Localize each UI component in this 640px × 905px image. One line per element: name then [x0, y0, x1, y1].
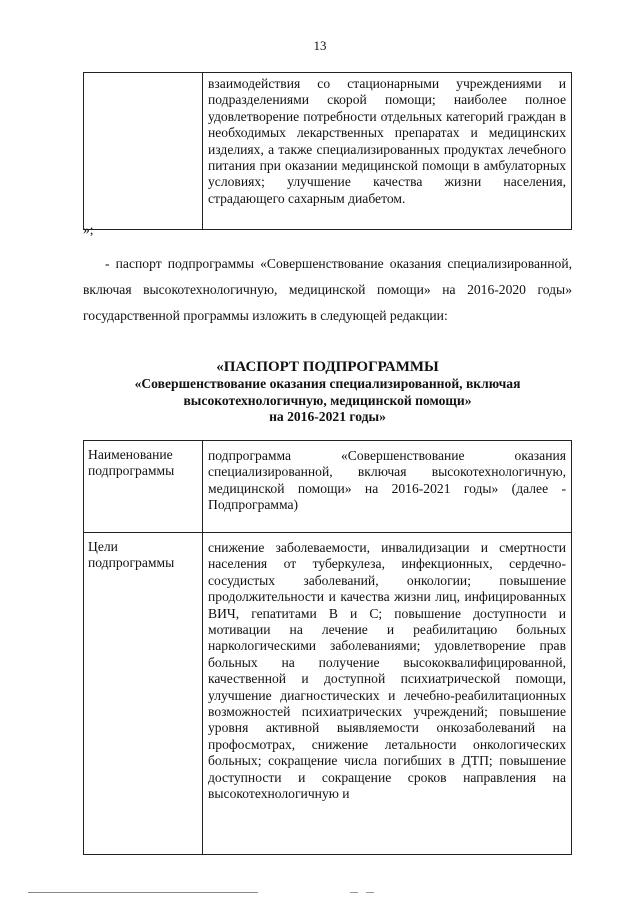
page-number: 13: [313, 38, 327, 53]
footer-mark: [350, 892, 358, 893]
heading-line-1: «ПАСПОРТ ПОДПРОГРАММЫ: [216, 359, 439, 375]
table-row: [84, 441, 572, 533]
closing-quote: »;: [83, 222, 94, 237]
row-label: Цели подпрограммы: [84, 533, 203, 855]
heading-line-2: «Совершенствование оказания специализированной, включая: [134, 376, 521, 391]
body-paragraph: - паспорт подпрограммы «Совершенствование оказания специализированной, включая высокотехнологичную, медицинской помощи» на 2016-2020 годы» государственной программы изложить в следующей редакции:: [83, 256, 572, 323]
passport-table: [83, 440, 572, 855]
table-row: [84, 73, 572, 230]
row-value: подпрограмма «Совершенствование оказания специализированной, включая высокотехнологичную, медицинской помощи» на 2016-2021 годы» (далее - Подпрограмма): [203, 441, 572, 533]
empty-label-cell: [84, 73, 203, 230]
heading-line-4: на 2016-2021 годы»: [269, 409, 386, 424]
continued-table: [83, 72, 572, 230]
row-value: снижение заболеваемости, инвалидизации и смертности населения от туберкулеза, инфекционных, сердечно-сосудистых заболеваний, онкологии; повышение продолжительности и качества жизни лиц, инфицированных ВИЧ, гепатитами В и С; повышение доступности и мотивации на лечение и реабилитацию больных наркологическими заболеваниями; удовлетворение прав больных на получение высококвалифицированной, качественной и доступной психиатрической помощи, улучшение диагностических и лечебно-реабилитационных возможностей психиатрических учреждений; повышение уровня активной выявляемости онкозаболеваний на профосмотрах, снижение летальности онкологических больных; сокращение числа погибших в ДТП; повышение доступности и сокращение сроков направления на высокотехнологичную и: [203, 533, 572, 855]
footer-rule: [28, 892, 258, 893]
row-label: Наименование подпрограммы: [84, 441, 203, 533]
table-row: [84, 533, 572, 855]
footer-mark: [366, 892, 374, 893]
continued-text-cell: взаимодействия со стационарными учреждениями и подразделениями скорой помощи; наиболее полное удовлетворение потребности отдельных категорий граждан в необходимых лекарственных препаратах и медицинских изделиях, а также специализированных продуктах лечебного питания при оказании медицинской помощи в амбулаторных условиях; улучшение качества жизни населения, страдающего сахарным диабетом.: [203, 73, 572, 230]
heading-line-3: высокотехнологичную, медицинской помощи»: [183, 392, 472, 408]
passport-heading: [83, 358, 572, 426]
